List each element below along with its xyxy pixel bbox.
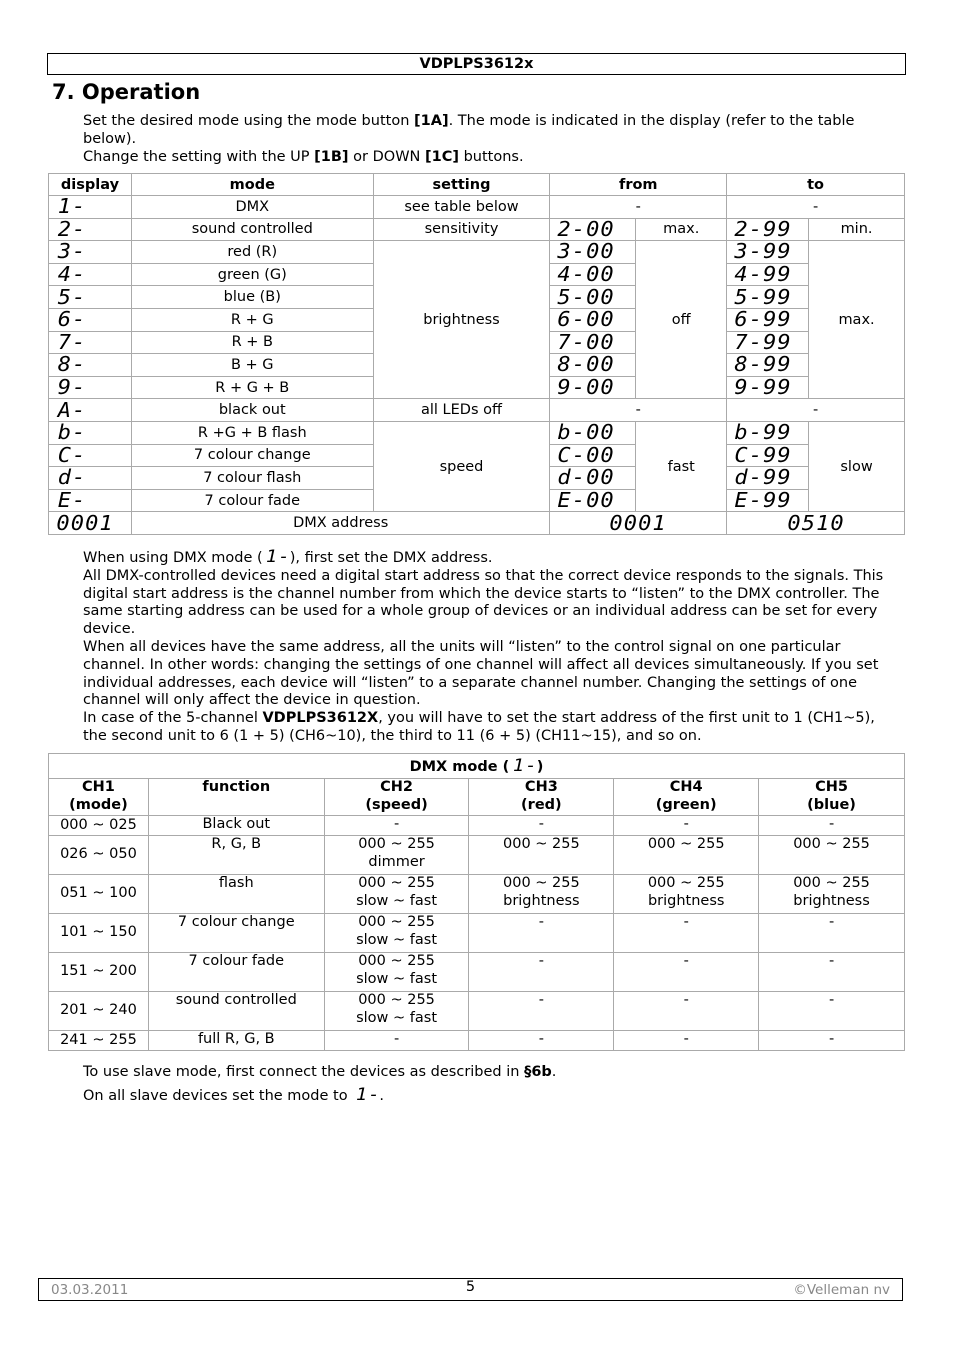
from-display-cell — [550, 263, 636, 286]
segment-display: 5-00 — [557, 284, 616, 309]
column-header-line1: CH5 — [815, 779, 848, 795]
table-row — [49, 992, 905, 1031]
ch5-cell — [759, 914, 905, 953]
setting-cell: sensitivity — [373, 218, 550, 241]
body-text: . — [379, 1088, 384, 1104]
ch2-value: 000 ~ 255 — [358, 992, 435, 1008]
segment-display: E-00 — [557, 488, 616, 513]
ch2-note: slow ~ fast — [356, 970, 438, 987]
intro-text: Set the desired mode using the mode button — [83, 113, 414, 129]
dmx-channel-table — [48, 753, 905, 1051]
from-display-cell — [550, 241, 636, 264]
mode-cell: black out — [131, 399, 373, 422]
ch2-value: 000 ~ 255 — [358, 836, 435, 852]
ch4-cell — [614, 816, 759, 836]
from-display-cell — [550, 376, 636, 399]
ch5-value: - — [828, 914, 835, 930]
intro-text: buttons. — [458, 148, 524, 165]
slave-mode-line — [83, 1085, 903, 1106]
display-cell — [49, 376, 132, 399]
ch5-cell — [759, 992, 905, 1031]
mode-cell: red (R) — [131, 241, 373, 264]
section-ref: §6b — [524, 1064, 552, 1080]
mode-cell: green (G) — [131, 263, 373, 286]
segment-display: 2- — [57, 216, 87, 241]
ch4-cell — [614, 1031, 759, 1051]
table-row — [49, 399, 905, 422]
ch5-value: - — [828, 953, 835, 969]
ch3-cell — [469, 992, 614, 1031]
to-display-cell — [727, 286, 809, 309]
ch4-value: - — [683, 1031, 689, 1047]
mode-cell: sound controlled — [131, 218, 373, 241]
ch2-value: - — [393, 1031, 400, 1047]
segment-display: 4-99 — [734, 262, 792, 287]
display-cell — [49, 444, 132, 467]
footer-copyright: ©Velleman nv — [793, 1282, 890, 1298]
column-header — [614, 779, 759, 816]
to-display-cell — [727, 331, 809, 354]
segment-display: 0510 — [786, 510, 845, 535]
table-header: mode — [131, 174, 373, 196]
ch3-value: - — [538, 1031, 544, 1047]
section-title: 7. Operation — [52, 80, 201, 104]
from-cell: fast — [636, 421, 727, 511]
model-ref: VDPLPS3612X — [262, 710, 379, 727]
segment-display: 4- — [57, 262, 87, 287]
mode-cell: R + G + B — [131, 376, 373, 399]
segment-display: 1- — [355, 1085, 381, 1105]
from-cell: off — [636, 241, 727, 399]
mode-cell: R + B — [131, 331, 373, 354]
ch5-value: - — [828, 992, 835, 1008]
ch2-cell — [324, 914, 469, 953]
from-display-cell — [550, 489, 636, 512]
table-row — [49, 218, 905, 241]
column-header — [469, 779, 614, 816]
to-display-cell — [727, 467, 809, 490]
segment-display: 2-99 — [734, 216, 792, 241]
button-ref-1a: [1A] — [414, 113, 449, 129]
intro-paragraph — [83, 113, 903, 166]
display-cell — [49, 218, 132, 241]
function-cell: 7 colour fade — [148, 953, 324, 992]
ch1-cell: 201 ~ 240 — [49, 992, 149, 1031]
ch3-value: - — [538, 816, 544, 832]
dmx-table-title — [49, 754, 905, 779]
segment-display: d-99 — [734, 465, 792, 490]
segment-display: b- — [57, 420, 87, 445]
to-display-cell — [727, 218, 809, 241]
segment-display: C-00 — [557, 442, 616, 467]
segment-display: 0001 — [56, 510, 114, 535]
ch3-value: - — [538, 992, 544, 1008]
ch5-cell — [759, 953, 905, 992]
to-display-cell — [727, 489, 809, 512]
segment-display: 0001 — [609, 510, 667, 535]
ch2-note: dimmer — [368, 853, 425, 870]
ch4-note: brightness — [647, 892, 725, 909]
column-header-line2: (blue) — [807, 796, 856, 813]
ch5-value: - — [828, 1031, 835, 1047]
segment-display: 5- — [57, 284, 87, 309]
ch5-cell — [759, 816, 905, 836]
body-paragraph: All DMX-controlled devices need a digital start address so that the correct device responds to the signals. This digital start address is the channel number from which the device starts to “listen” to the DMX controller. The same starting address can be used for a whole group of devices or an individual address can be set for every device. — [83, 567, 884, 638]
from-display-cell — [550, 512, 727, 535]
setting-cell: all LEDs off — [373, 399, 550, 422]
setting-cell: speed — [373, 421, 550, 511]
ch4-value: 000 ~ 255 — [647, 836, 725, 852]
segment-display: 4-00 — [557, 262, 616, 287]
ch5-cell — [759, 875, 905, 914]
ch3-cell — [469, 1031, 614, 1051]
ch4-value: - — [683, 914, 689, 930]
ch2-value: - — [393, 816, 400, 832]
ch4-cell — [614, 836, 759, 875]
intro-text: or DOWN — [348, 148, 425, 165]
to-cell: - — [727, 399, 905, 422]
table-header-row — [49, 779, 905, 816]
mode-cell: R + G — [131, 308, 373, 331]
segment-display: d-00 — [557, 465, 616, 490]
page-footer — [38, 1278, 903, 1301]
slave-paragraph — [83, 1064, 903, 1082]
to-cell: min. — [809, 218, 905, 241]
segment-display: b-99 — [734, 420, 792, 445]
table-row — [49, 875, 905, 914]
body-text: . — [551, 1064, 557, 1080]
ch4-value: - — [683, 953, 689, 969]
ch2-value: 000 ~ 255 — [358, 953, 435, 969]
column-header-line1: CH1 — [82, 779, 115, 795]
to-display-cell — [727, 354, 809, 377]
to-cell: max. — [809, 241, 905, 399]
table-row — [49, 953, 905, 992]
table-row — [49, 1031, 905, 1051]
from-cell: max. — [636, 218, 727, 241]
document-header — [47, 53, 906, 75]
ch2-value: 000 ~ 255 — [358, 875, 435, 891]
setting-cell: brightness — [373, 241, 550, 399]
column-header — [324, 779, 469, 816]
ch4-cell — [614, 953, 759, 992]
segment-display: E- — [57, 488, 87, 513]
function-cell: sound controlled — [148, 992, 324, 1031]
table-header: from — [550, 174, 727, 196]
ch4-value: - — [683, 992, 689, 1008]
ch5-value: 000 ~ 255 — [793, 836, 870, 852]
ch4-value: 000 ~ 255 — [647, 875, 725, 891]
mode-cell: 7 colour fade — [131, 489, 373, 512]
segment-display: 8-00 — [557, 352, 616, 377]
ch3-value: - — [538, 914, 544, 930]
segment-display: d- — [57, 465, 87, 490]
from-display-cell — [550, 286, 636, 309]
ch3-cell — [469, 953, 614, 992]
from-display-cell — [550, 308, 636, 331]
table-row — [49, 196, 905, 219]
model-name: VDPLPS3612x — [419, 56, 534, 72]
ch5-note: brightness — [793, 892, 870, 909]
function-cell: R, G, B — [148, 836, 324, 875]
button-ref-1c: [1C] — [425, 148, 459, 165]
ch4-cell — [614, 914, 759, 953]
table-row — [49, 421, 905, 444]
column-header — [49, 779, 149, 816]
table-header: display — [49, 174, 132, 196]
ch2-cell — [324, 816, 469, 836]
ch5-value: - — [828, 816, 835, 832]
segment-display: 2-00 — [557, 216, 616, 241]
to-display-cell — [727, 512, 905, 535]
column-header-line1: CH2 — [380, 779, 413, 795]
body-text: , you will have to set the start address of the first unit to 1 (CH1~5), the second unit to 6 (1 + 5) (CH6~10), the third to 11 (6 + 5) (CH11~15), and so on. — [83, 710, 875, 744]
display-cell — [49, 399, 132, 422]
column-header — [148, 779, 324, 816]
column-header-line2: (red) — [521, 796, 562, 813]
ch1-cell: 241 ~ 255 — [49, 1031, 149, 1051]
dmx-explanation — [83, 547, 903, 746]
intro-text: . The mode is indicated in the display (refer to the table below). — [83, 113, 855, 147]
segment-display: 6- — [57, 307, 87, 332]
segment-display: 3-99 — [734, 239, 792, 264]
to-cell: slow — [809, 421, 905, 511]
button-ref-1b: [1B] — [314, 148, 349, 165]
mode-cell: DMX — [131, 196, 373, 219]
body-text: In case of the 5-channel — [83, 710, 263, 727]
title-text: DMX mode ( — [409, 758, 510, 775]
column-header-line2: (mode) — [69, 796, 128, 813]
ch3-value: 000 ~ 255 — [503, 875, 580, 891]
segment-display: 9- — [57, 375, 87, 400]
segment-display: 8- — [57, 352, 87, 377]
function-cell: full R, G, B — [148, 1031, 324, 1051]
to-cell: - — [727, 196, 905, 219]
display-cell — [49, 354, 132, 377]
display-cell — [49, 512, 132, 535]
ch2-note: slow ~ fast — [356, 1009, 438, 1026]
function-cell: 7 colour change — [148, 914, 324, 953]
to-display-cell — [727, 376, 809, 399]
segment-display: A- — [57, 397, 87, 422]
from-display-cell — [550, 467, 636, 490]
display-cell — [49, 489, 132, 512]
display-cell — [49, 196, 132, 219]
column-header-line2: (speed) — [365, 796, 428, 813]
display-cell — [49, 263, 132, 286]
table-row — [49, 914, 905, 953]
ch5-cell — [759, 836, 905, 875]
to-display-cell — [727, 444, 809, 467]
function-cell: flash — [148, 875, 324, 914]
display-cell — [49, 286, 132, 309]
ch1-cell: 101 ~ 150 — [49, 914, 149, 953]
segment-display: 9-00 — [557, 375, 616, 400]
ch2-value: 000 ~ 255 — [358, 914, 435, 930]
to-display-cell — [727, 241, 809, 264]
display-cell — [49, 331, 132, 354]
column-header-line1: function — [202, 779, 271, 795]
ch2-cell — [324, 953, 469, 992]
mode-cell: R +G + B flash — [131, 421, 373, 444]
body-paragraph: When all devices have the same address, all the units will “listen” to the control signal on one particular channel. In other words: changing the settings of one channel will affect all devices simultaneously. If you set individual addresses, each device will “listen” to a separate channel number. Changing the settings of one channel will only affect the device in question. — [83, 638, 879, 709]
ch3-value: 000 ~ 255 — [503, 836, 580, 852]
intro-text: Change the setting with the UP — [83, 148, 315, 165]
ch2-cell — [324, 875, 469, 914]
table-header: to — [727, 174, 905, 196]
display-cell — [49, 308, 132, 331]
body-text: On all slave devices set the mode to — [83, 1088, 353, 1104]
segment-display: 3-00 — [557, 239, 616, 264]
segment-display: 3- — [57, 239, 87, 264]
from-display-cell — [550, 218, 636, 241]
segment-display: b-00 — [557, 420, 616, 445]
ch2-note: slow ~ fast — [356, 892, 438, 909]
column-header-line1: CH4 — [669, 779, 703, 795]
body-text: To use slave mode, first connect the devices as described in — [83, 1064, 525, 1080]
ch1-cell: 151 ~ 200 — [49, 953, 149, 992]
to-display-cell — [727, 263, 809, 286]
ch3-cell — [469, 914, 614, 953]
to-display-cell — [727, 421, 809, 444]
display-cell — [49, 421, 132, 444]
ch3-cell — [469, 836, 614, 875]
segment-display: 1- — [266, 547, 291, 567]
segment-display: 1- — [57, 194, 87, 219]
ch1-cell: 026 ~ 050 — [49, 836, 149, 875]
segment-display: 7-00 — [557, 329, 616, 354]
title-text: ) — [536, 758, 544, 775]
segment-display: 8-99 — [734, 352, 792, 377]
to-display-cell — [727, 308, 809, 331]
segment-display: 7-99 — [734, 329, 792, 354]
from-cell: - — [550, 196, 727, 219]
ch3-note: brightness — [503, 892, 580, 909]
table-header: setting — [373, 174, 550, 196]
segment-display: 1- — [513, 755, 538, 776]
column-header-line2: (green) — [655, 796, 717, 813]
ch3-cell — [469, 816, 614, 836]
from-display-cell — [550, 444, 636, 467]
setting-cell: see table below — [373, 196, 550, 219]
segment-display: 7- — [57, 329, 87, 354]
display-cell — [49, 241, 132, 264]
mode-cell: B + G — [131, 354, 373, 377]
from-cell: - — [550, 399, 727, 422]
ch2-note: slow ~ fast — [356, 931, 438, 948]
column-header — [759, 779, 905, 816]
ch5-cell — [759, 1031, 905, 1051]
segment-display: C- — [57, 442, 87, 467]
ch2-cell — [324, 992, 469, 1031]
footer-date: 03.03.2011 — [51, 1282, 129, 1298]
table-row — [49, 816, 905, 836]
body-text: ), first set the DMX address. — [289, 550, 493, 566]
segment-display: C-99 — [734, 442, 792, 467]
column-header-line1: CH3 — [524, 779, 558, 795]
from-display-cell — [550, 354, 636, 377]
body-text: When using DMX mode ( — [83, 550, 263, 566]
ch3-cell — [469, 875, 614, 914]
segment-display: 6-00 — [557, 307, 616, 332]
ch4-cell — [614, 875, 759, 914]
ch4-value: - — [683, 816, 689, 832]
display-cell — [49, 467, 132, 490]
from-display-cell — [550, 421, 636, 444]
table-row — [49, 512, 905, 535]
ch5-value: 000 ~ 255 — [793, 875, 870, 891]
segment-display: 9-99 — [734, 375, 792, 400]
ch1-cell: 051 ~ 100 — [49, 875, 149, 914]
segment-display: 5-99 — [734, 284, 792, 309]
table-row — [49, 241, 905, 264]
table-row — [49, 836, 905, 875]
function-cell: Black out — [148, 816, 324, 836]
mode-cell: 7 colour flash — [131, 467, 373, 490]
page-number: 5 — [465, 1279, 476, 1295]
mode-cell: 7 colour change — [131, 444, 373, 467]
from-display-cell — [550, 331, 636, 354]
segment-display: 6-99 — [734, 307, 792, 332]
ch1-cell: 000 ~ 025 — [49, 816, 149, 836]
mode-cell: blue (B) — [131, 286, 373, 309]
ch3-value: - — [538, 953, 544, 969]
mode-table — [48, 173, 905, 535]
mode-cell: DMX address — [131, 512, 549, 535]
segment-display: E-99 — [734, 488, 792, 513]
ch4-cell — [614, 992, 759, 1031]
ch2-cell — [324, 1031, 469, 1051]
ch2-cell — [324, 836, 469, 875]
